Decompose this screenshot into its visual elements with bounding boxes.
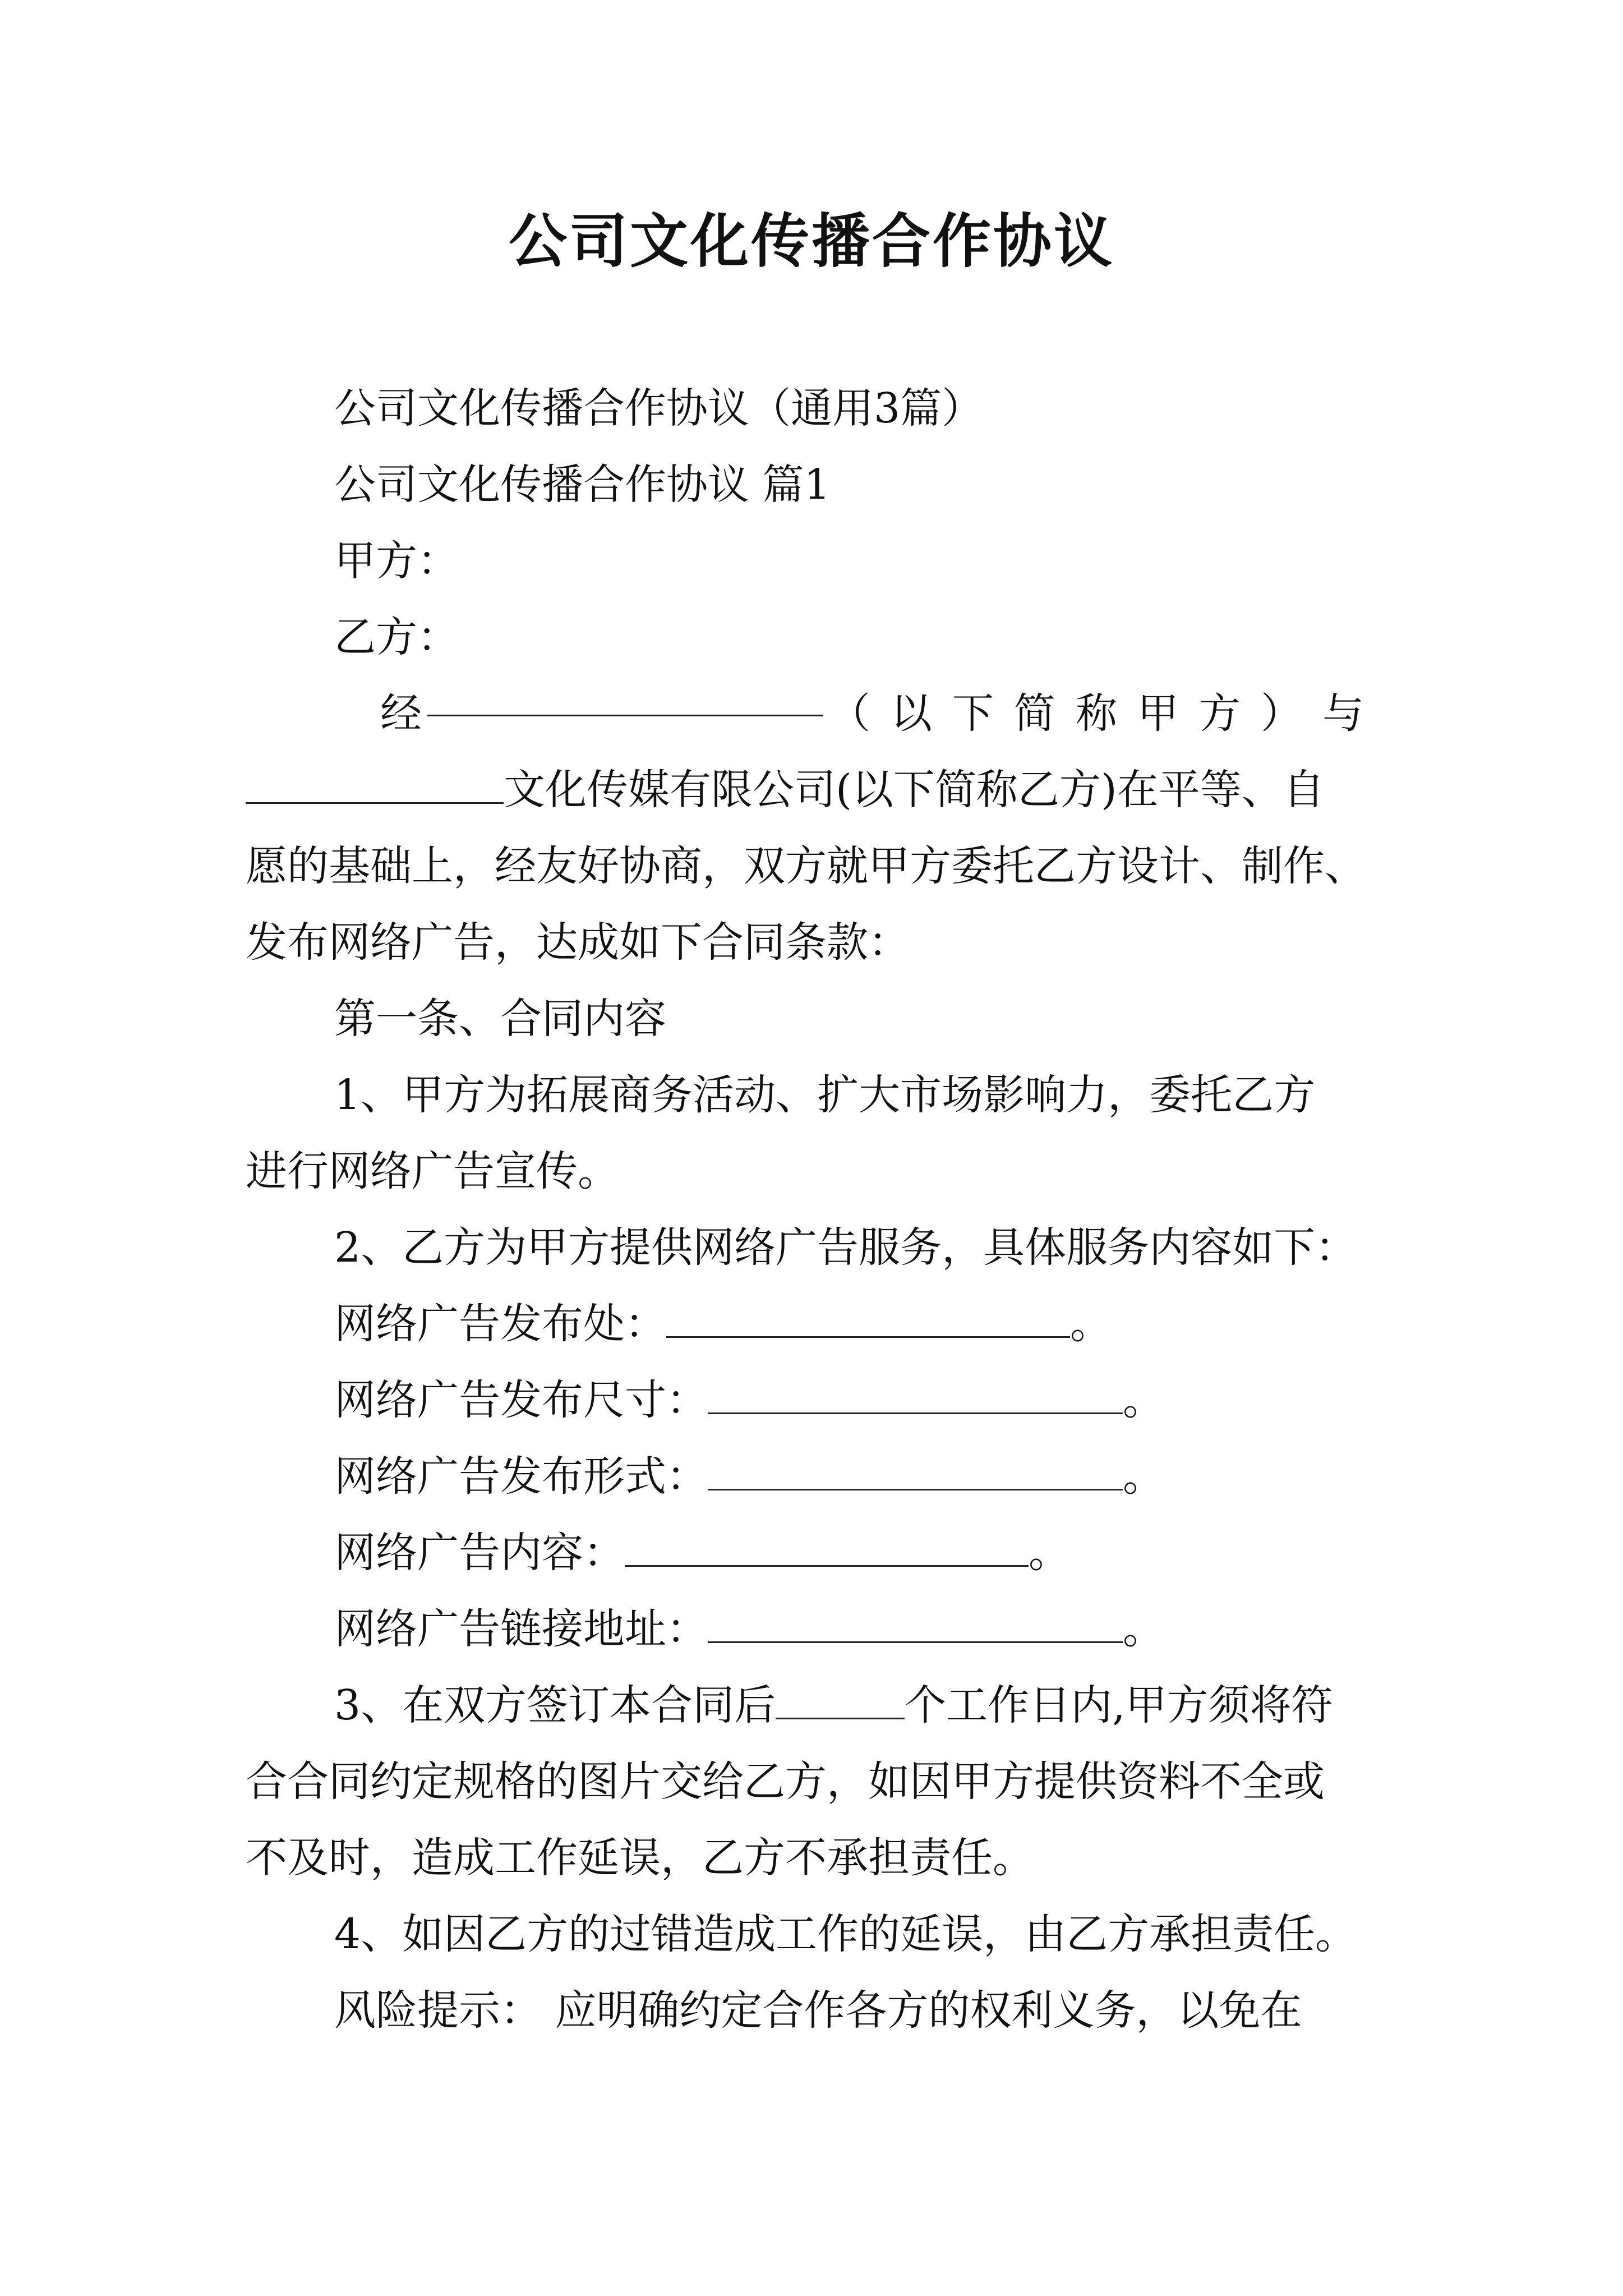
fill-in-blank — [708, 1450, 1123, 1490]
text-line — [246, 675, 1384, 752]
text-line: 合合同约定规格的图片交给乙方，如因甲方提供资料不全或 — [246, 1757, 1325, 1806]
text-line — [246, 1286, 1384, 1362]
text-fragment: 个工作日内,甲方须将符 — [905, 1681, 1333, 1729]
text-line — [246, 1438, 1384, 1515]
text-line — [246, 752, 1384, 828]
text-fragment: 3、在双方签订本合同后 — [334, 1681, 776, 1729]
text-fragment: 文化传媒有限公司(以下简称乙方)在平等、自 — [504, 766, 1325, 814]
field-label: 网络广告发布形式： — [334, 1452, 708, 1501]
text-line — [246, 1362, 1384, 1438]
text-line: 2、乙方为甲方提供网络广告服务，具体服务内容如下： — [334, 1223, 1357, 1272]
section-heading: 第一条、合同内容 — [334, 995, 666, 1043]
document-body — [246, 370, 1384, 2049]
text-line: 风险提示： 应明确约定合作各方的权利义务，以免在 — [334, 1986, 1302, 2035]
field-label: 网络广告发布处： — [334, 1300, 666, 1348]
field-label: 网络广告发布尺寸： — [334, 1376, 708, 1424]
text-line — [246, 1515, 1384, 1591]
fill-in-blank — [625, 1526, 1029, 1567]
document-title: 公司文化传播合作协议 — [508, 206, 1114, 275]
field-label: 网络广告内容： — [334, 1529, 625, 1577]
text-fragment: （以下简称甲方）与 — [829, 689, 1384, 738]
text-line: 1、甲方为拓展商务活动、扩大市场影响力，委托乙方 — [334, 1071, 1316, 1119]
text-fragment: 经 — [380, 689, 422, 738]
text-line: 愿的基础上，经友好协商，双方就甲方委托乙方设计、制作、 — [246, 842, 1366, 890]
text-line — [246, 1667, 1384, 1743]
text-line: 公司文化传播合作协议（通用3篇） — [334, 384, 984, 432]
field-label: 网络广告链接地址： — [334, 1605, 708, 1653]
fill-in-blank — [708, 1373, 1123, 1414]
period: 。 — [1123, 1605, 1164, 1653]
period: 。 — [1070, 1300, 1112, 1348]
period: 。 — [1123, 1376, 1164, 1424]
party-a-label: 甲方： — [334, 537, 459, 585]
period: 。 — [1029, 1529, 1070, 1577]
fill-in-blank — [776, 1678, 905, 1719]
text-line: 发布网络广告，达成如下合同条款： — [246, 918, 910, 967]
fill-in-blank — [666, 1297, 1070, 1338]
fill-in-blank — [708, 1602, 1123, 1643]
party-b-label: 乙方： — [334, 613, 459, 661]
text-line: 不及时，造成工作延误，乙方不承担责任。 — [246, 1834, 1034, 1882]
period: 。 — [1123, 1452, 1164, 1501]
fill-in-blank — [427, 675, 823, 716]
text-line: 4、如因乙方的过错造成工作的延误，由乙方承担责任。 — [334, 1910, 1357, 1958]
fill-in-blank — [246, 763, 504, 804]
text-line: 公司文化传播合作协议 篇1 — [334, 461, 831, 509]
text-line — [246, 1591, 1384, 1667]
text-line: 进行网络广告宣传。 — [246, 1147, 619, 1195]
